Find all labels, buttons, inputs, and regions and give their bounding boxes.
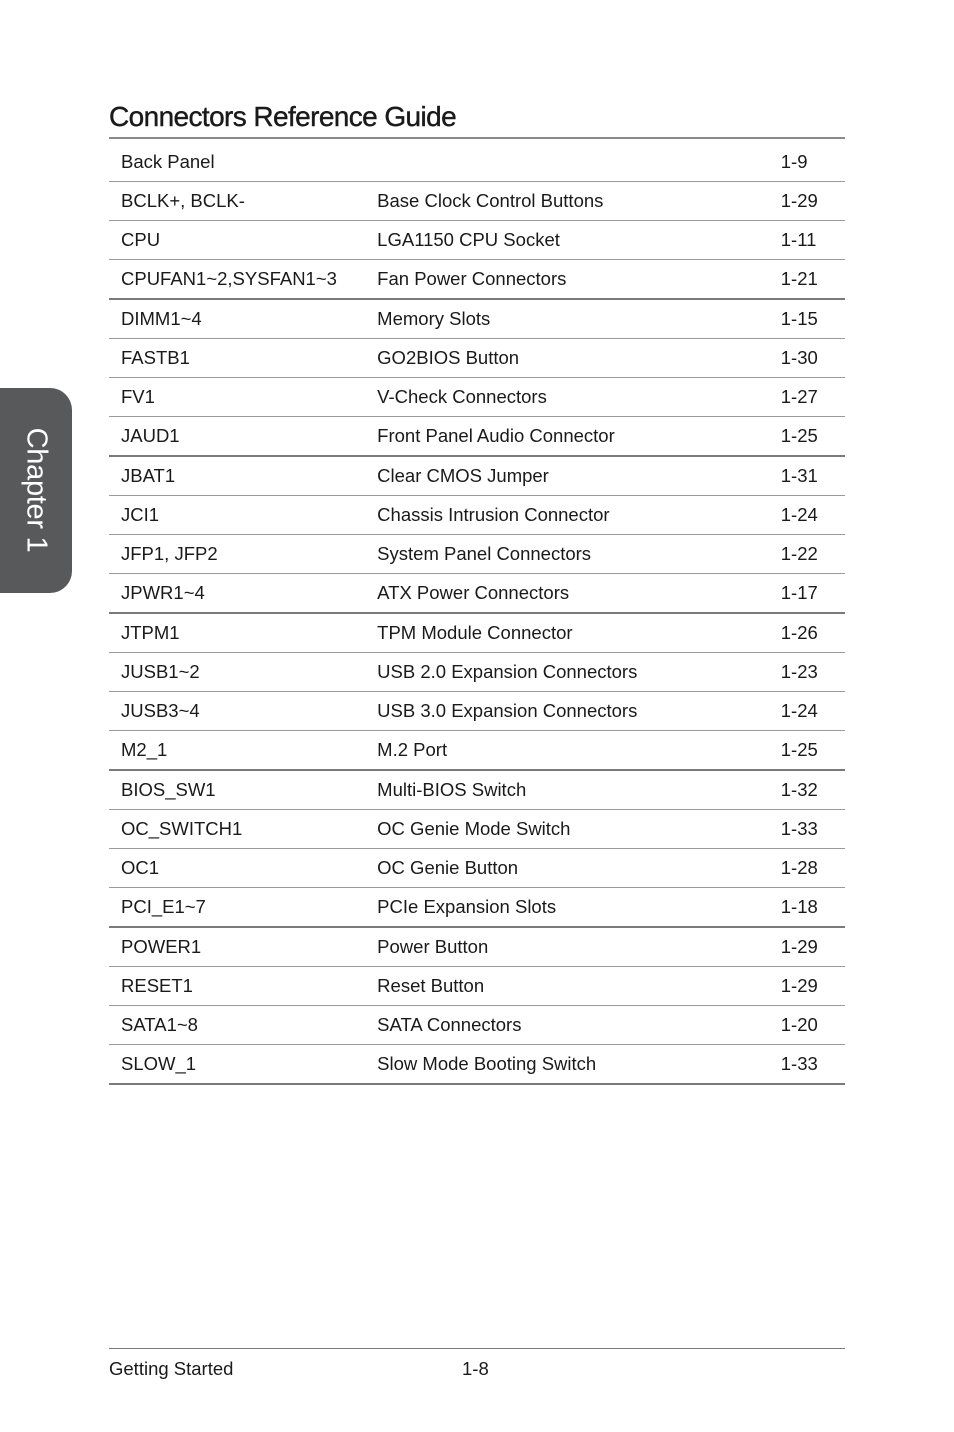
description-cell [365, 143, 769, 182]
description-cell: SATA Connectors [365, 1006, 769, 1045]
description-cell: Slow Mode Booting Switch [365, 1045, 769, 1085]
page-cell: 1-31 [769, 456, 845, 496]
table-row [109, 260, 845, 300]
description-cell: USB 3.0 Expansion Connectors [365, 692, 769, 731]
page-cell: 1-29 [769, 927, 845, 967]
table-row [109, 535, 845, 574]
description-cell: Multi-BIOS Switch [365, 770, 769, 810]
connector-cell: OC_SWITCH1 [109, 810, 365, 849]
connector-cell: CPUFAN1~2,SYSFAN1~3 [109, 260, 365, 300]
description-cell: Base Clock Control Buttons [365, 182, 769, 221]
table-row [109, 849, 845, 888]
description-cell: V-Check Connectors [365, 378, 769, 417]
connector-cell: BCLK+, BCLK- [109, 182, 365, 221]
page-cell: 1-18 [769, 888, 845, 928]
table-row [109, 653, 845, 692]
connector-cell: JUSB3~4 [109, 692, 365, 731]
table-row [109, 339, 845, 378]
table-row [109, 221, 845, 260]
table-row [109, 927, 845, 967]
table-row [109, 810, 845, 849]
page-cell: 1-25 [769, 731, 845, 771]
connector-cell: FV1 [109, 378, 365, 417]
page-cell: 1-30 [769, 339, 845, 378]
page-cell: 1-21 [769, 260, 845, 300]
description-cell: TPM Module Connector [365, 613, 769, 653]
title-divider [109, 137, 845, 139]
connector-cell: DIMM1~4 [109, 299, 365, 339]
page-cell: 1-20 [769, 1006, 845, 1045]
description-cell: ATX Power Connectors [365, 574, 769, 614]
description-cell: PCIe Expansion Slots [365, 888, 769, 928]
description-cell: Memory Slots [365, 299, 769, 339]
page-cell: 1-24 [769, 496, 845, 535]
page-cell: 1-9 [769, 143, 845, 182]
page-cell: 1-24 [769, 692, 845, 731]
description-cell: Front Panel Audio Connector [365, 417, 769, 457]
table-row [109, 770, 845, 810]
connector-cell: OC1 [109, 849, 365, 888]
description-cell: Fan Power Connectors [365, 260, 769, 300]
description-cell: USB 2.0 Expansion Connectors [365, 653, 769, 692]
page-cell: 1-25 [769, 417, 845, 457]
description-cell: LGA1150 CPU Socket [365, 221, 769, 260]
page-title: Connectors Reference Guide [109, 101, 457, 132]
description-cell: M.2 Port [365, 731, 769, 771]
description-cell: OC Genie Mode Switch [365, 810, 769, 849]
footer-page-number: 1-8 [462, 1358, 489, 1379]
connector-cell: CPU [109, 221, 365, 260]
footer-section-title: Getting Started [109, 1358, 234, 1379]
table-row [109, 182, 845, 221]
page-cell: 1-32 [769, 770, 845, 810]
page-cell: 1-11 [769, 221, 845, 260]
page-cell: 1-23 [769, 653, 845, 692]
connector-cell: JPWR1~4 [109, 574, 365, 614]
table-row [109, 1006, 845, 1045]
description-cell: Clear CMOS Jumper [365, 456, 769, 496]
description-cell: Power Button [365, 927, 769, 967]
connector-cell: JCI1 [109, 496, 365, 535]
connector-cell: SLOW_1 [109, 1045, 365, 1085]
page-cell: 1-27 [769, 378, 845, 417]
table-row [109, 731, 845, 771]
connector-cell: JAUD1 [109, 417, 365, 457]
table-row [109, 613, 845, 653]
footer-divider [109, 1348, 845, 1349]
table-row [109, 888, 845, 928]
page-cell: 1-29 [769, 967, 845, 1006]
page-cell: 1-28 [769, 849, 845, 888]
connector-cell: Back Panel [109, 143, 365, 182]
table-row [109, 1045, 845, 1085]
description-cell: Reset Button [365, 967, 769, 1006]
connector-cell: RESET1 [109, 967, 365, 1006]
table-row [109, 143, 845, 182]
description-cell: System Panel Connectors [365, 535, 769, 574]
connector-cell: JFP1, JFP2 [109, 535, 365, 574]
connector-cell: SATA1~8 [109, 1006, 365, 1045]
page-cell: 1-15 [769, 299, 845, 339]
page-cell: 1-33 [769, 810, 845, 849]
table-row [109, 967, 845, 1006]
connector-cell: JBAT1 [109, 456, 365, 496]
connector-cell: M2_1 [109, 731, 365, 771]
table-row [109, 417, 845, 457]
table-row [109, 692, 845, 731]
connector-cell: FASTB1 [109, 339, 365, 378]
chapter-tab-label: Chapter 1 [20, 427, 53, 553]
page-cell: 1-17 [769, 574, 845, 614]
table-row [109, 496, 845, 535]
table-row [109, 456, 845, 496]
connector-cell: POWER1 [109, 927, 365, 967]
chapter-tab [0, 388, 72, 593]
page-cell: 1-22 [769, 535, 845, 574]
connector-cell: JUSB1~2 [109, 653, 365, 692]
page-cell: 1-29 [769, 182, 845, 221]
connectors-table [109, 143, 845, 1085]
page-cell: 1-26 [769, 613, 845, 653]
connector-cell: PCI_E1~7 [109, 888, 365, 928]
table-row [109, 378, 845, 417]
connector-cell: BIOS_SW1 [109, 770, 365, 810]
page-cell: 1-33 [769, 1045, 845, 1085]
description-cell: GO2BIOS Button [365, 339, 769, 378]
connector-cell: JTPM1 [109, 613, 365, 653]
description-cell: OC Genie Button [365, 849, 769, 888]
table-row [109, 574, 845, 614]
description-cell: Chassis Intrusion Connector [365, 496, 769, 535]
table-row [109, 299, 845, 339]
